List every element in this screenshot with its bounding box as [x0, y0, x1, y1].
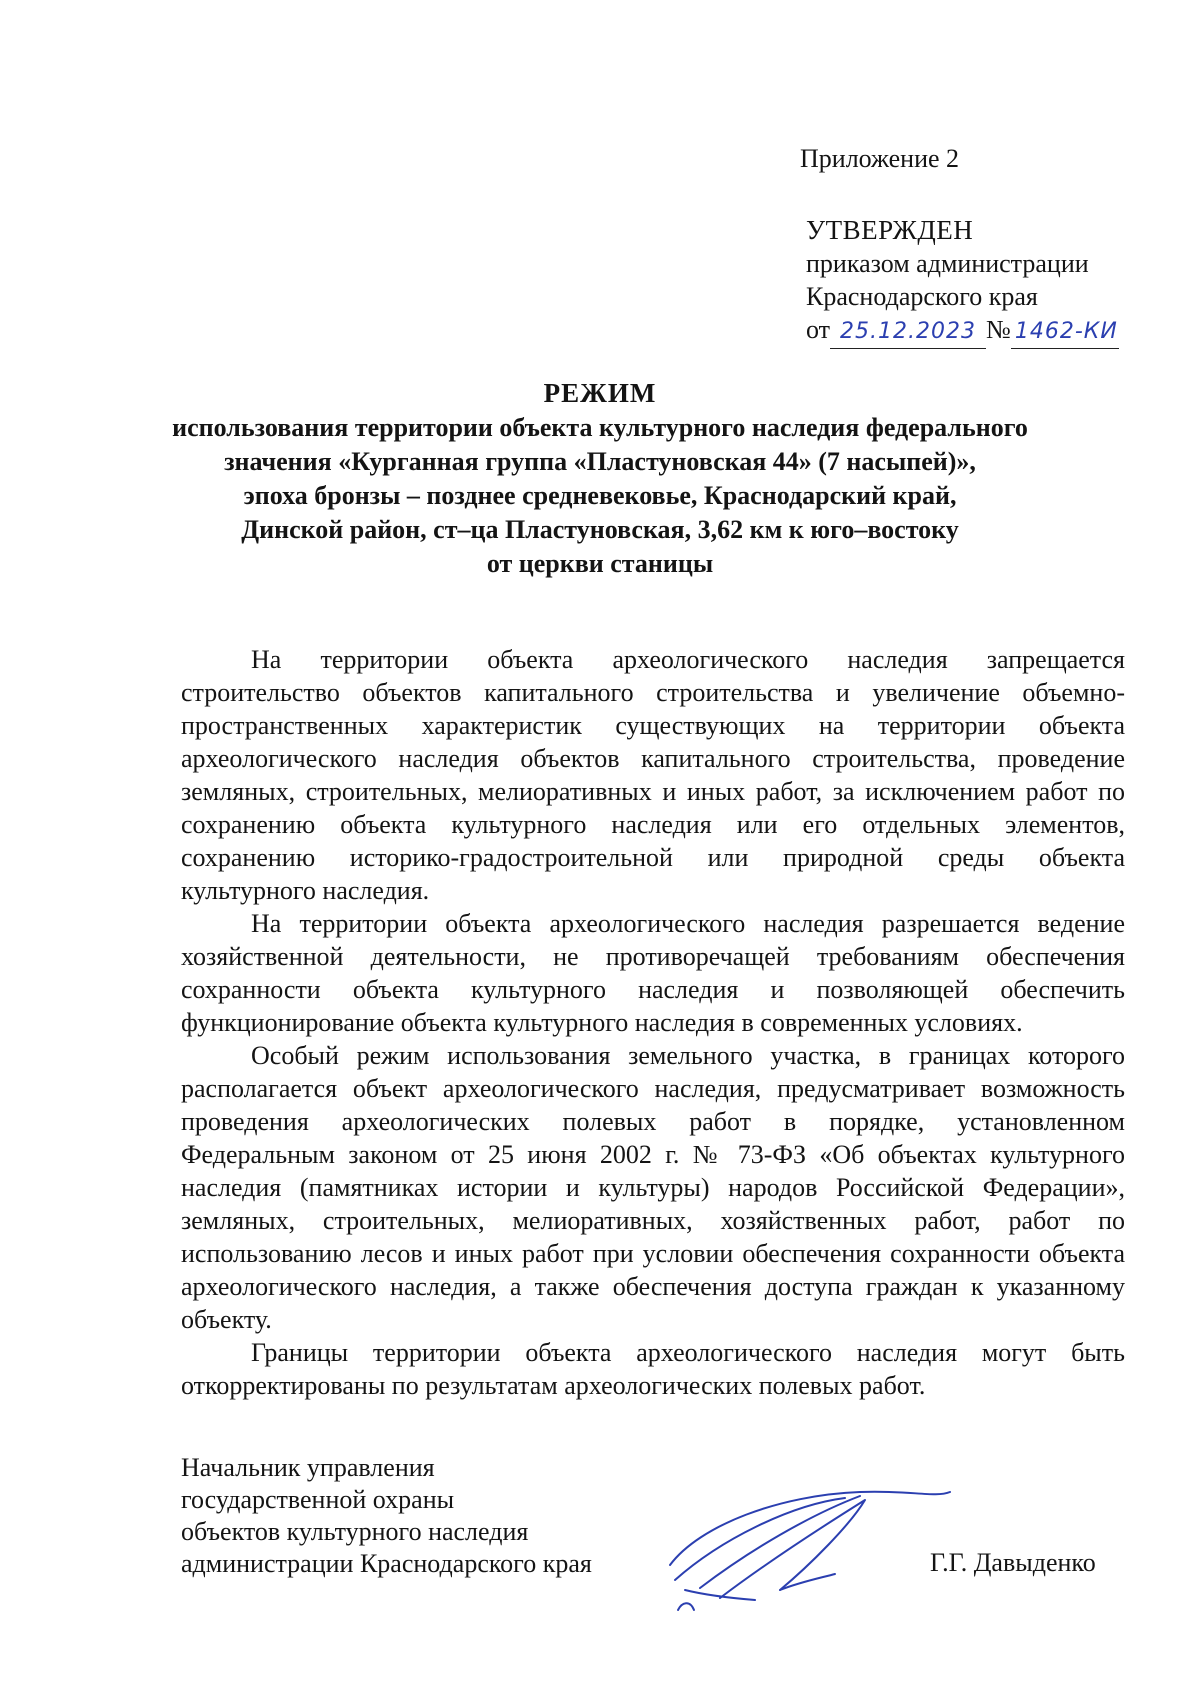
signature-strokes	[670, 1492, 950, 1610]
paragraph-prohibitions: На территории объекта археологического наследия запрещается строительство объектов капитального строительства и увеличение объемно-пространственных характеристик существующих на территории объекта археологического наследия объектов капитального строительства, проведение земляных, строительных, мелиоративных и иных работ, за исключением работ по сохранению объекта культурного наследия или его отдельных элементов, сохранению историко-градостроительной или природной среды объекта культурного наследия.	[181, 645, 1125, 905]
paragraph-boundaries: Границы территории объекта археологического наследия могут быть откорректированы по результатам археологических полевых работ.	[181, 1338, 1125, 1400]
title-line: эпоха бронзы – позднее средневековье, Краснодарский край,	[243, 481, 957, 510]
title-main: РЕЖИМ	[543, 378, 657, 408]
paragraph-permitted-activity: На территории объекта археологического наследия разрешается ведение хозяйственной деятельности, не противоречащей требованиям обеспечения сохранности объекта культурного наследия и позволяющей обеспечить функционирование объекта культурного наследия в современных условиях.	[181, 909, 1125, 1037]
position-line: администрации Краснодарского края	[181, 1549, 592, 1578]
approval-line-1: приказом администрации	[806, 249, 1089, 278]
approval-status: УТВЕРЖДЕН	[806, 215, 974, 245]
position-line: государственной охраны	[181, 1485, 455, 1514]
handwritten-date: 25.12.2023	[830, 315, 986, 349]
paragraph-special-regime: Особый режим использования земельного участка, в границах которого располагается объект археологического наследия, предусматривает возможность проведения археологических полевых работ в порядке, установленном Федеральным законом от 25 июня 2002 г. № 73-ФЗ «Об объектах культурного наследия (памятниках истории и культуры) народов Российской Федерации», земляных, строительных, мелиоративных, хозяйственных работ, работ по использованию лесов и иных работ при условии обеспечения сохранности объекта археологического наследия, а также обеспечения доступа граждан к указанному объекту.	[181, 1041, 1125, 1334]
position-line: объектов культурного наследия	[181, 1517, 529, 1546]
title-line: от церкви станицы	[486, 549, 714, 578]
document-title	[150, 376, 1050, 581]
title-line: использования территории объекта культурного наследия федерального	[172, 413, 1028, 442]
title-line: значения «Курганная группа «Пластуновская 44» (7 насыпей)»,	[224, 447, 976, 476]
document-body	[181, 643, 1125, 1402]
handwritten-signature	[660, 1470, 960, 1620]
title-line: Динской район, ст–ца Пластуновская, 3,62 км к юго–востоку	[241, 515, 959, 544]
signatory-name: Г.Г. Давыденко	[930, 1548, 1096, 1577]
position-line: Начальник управления	[181, 1453, 435, 1482]
number-prefix: №	[986, 315, 1011, 344]
handwritten-number: 1462-КИ	[1011, 315, 1119, 349]
annex-label: Приложение 2	[800, 144, 960, 173]
approval-block	[806, 214, 1119, 349]
approval-date-line	[806, 313, 1119, 349]
approval-line-2: Краснодарского края	[806, 282, 1038, 311]
signatory-position	[181, 1452, 592, 1580]
date-prefix: от	[806, 315, 831, 344]
